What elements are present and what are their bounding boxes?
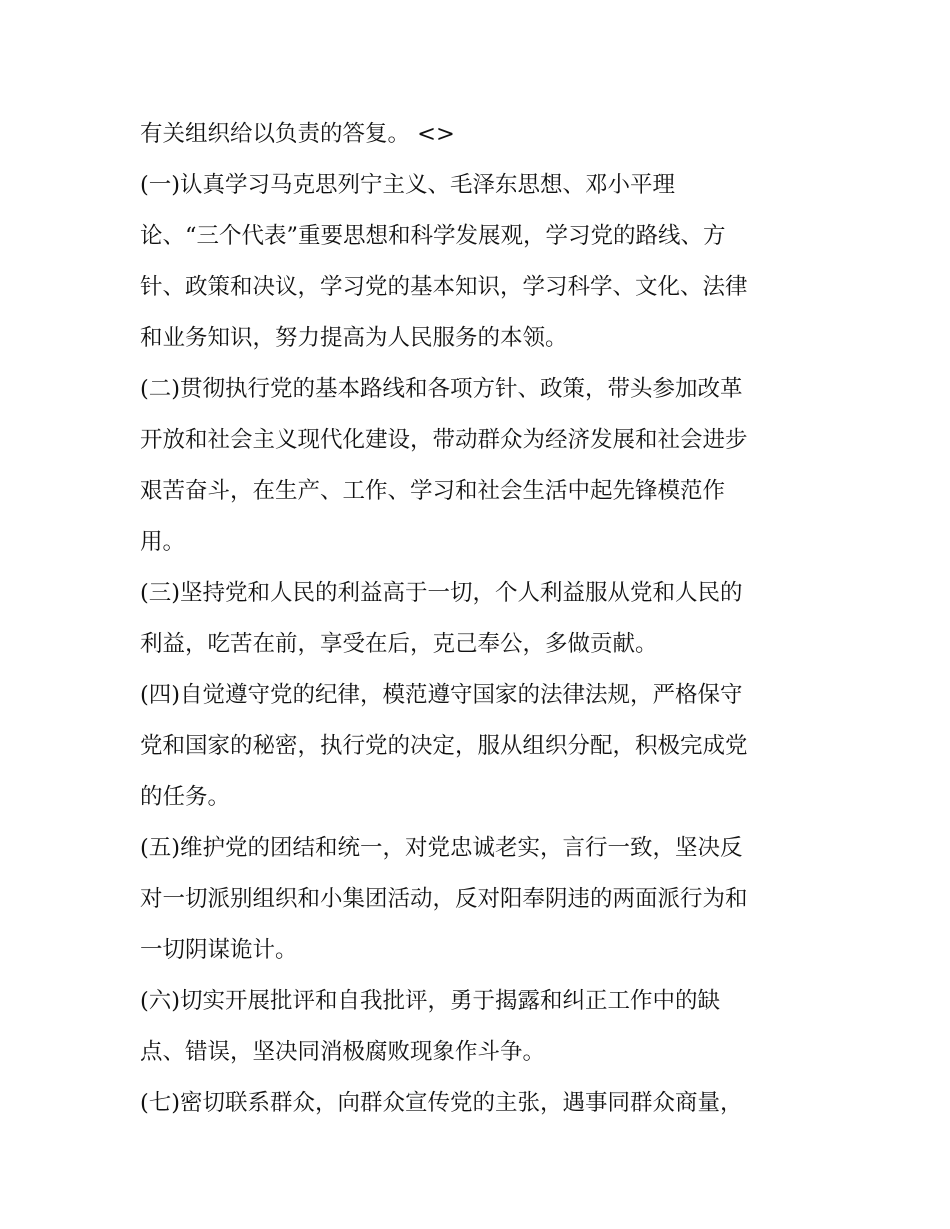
text-line: 一切阴谋诡计。 — [140, 937, 298, 963]
text-line: 和业务知识，努力提高为人民服务的本领。 — [140, 325, 568, 351]
text-line: (一)认真学习马克思列宁主义、毛泽东思想、邓小平理 — [140, 172, 676, 198]
text-line: (七)密切联系群众，向群众宣传党的主张，遇事同群众商量， — [140, 1090, 743, 1116]
text-line: 党和国家的秘密，执行党的决定，服从组织分配，积极完成党 — [140, 733, 748, 759]
text-line: (五)维护党的团结和统一，对党忠诚老实，言行一致，坚决反 — [140, 835, 743, 861]
text-line: 艰苦奋斗，在生产、工作、学习和社会生活中起先锋模范作 — [140, 478, 726, 504]
text-line: 论、“三个代表”重要思想和科学发展观，学习党的路线、方 — [140, 223, 726, 249]
text-line: (六)切实开展批评和自我批评，勇于揭露和纠正工作中的缺 — [140, 988, 721, 1014]
text-line: 的任务。 — [140, 784, 231, 810]
text-line: (二)贯彻执行党的基本路线和各项方针、政策，带头参加改革 — [140, 376, 743, 402]
text-line: 针、政策和决议，学习党的基本知识，学习科学、文化、法律 — [140, 274, 748, 300]
text-line: 用。 — [140, 529, 186, 555]
text-line: (四)自觉遵守党的纪律，模范遵守国家的法律法规，严格保守 — [140, 682, 743, 708]
text-line: (三)坚持党和人民的利益高于一切，个人利益服从党和人民的 — [140, 580, 743, 606]
text-line: 有关组织给以负责的答复。 <> — [140, 121, 455, 147]
text-line: 对一切派别组织和小集团活动，反对阳奉阴违的两面派行为和 — [140, 886, 748, 912]
text-line: 点、错误，坚决同消极腐败现象作斗争。 — [140, 1039, 546, 1065]
document-body — [140, 109, 830, 1129]
text-line: 开放和社会主义现代化建设，带动群众为经济发展和社会进步 — [140, 427, 748, 453]
text-line: 利益，吃苦在前，享受在后，克己奉公，多做贡献。 — [140, 631, 658, 657]
